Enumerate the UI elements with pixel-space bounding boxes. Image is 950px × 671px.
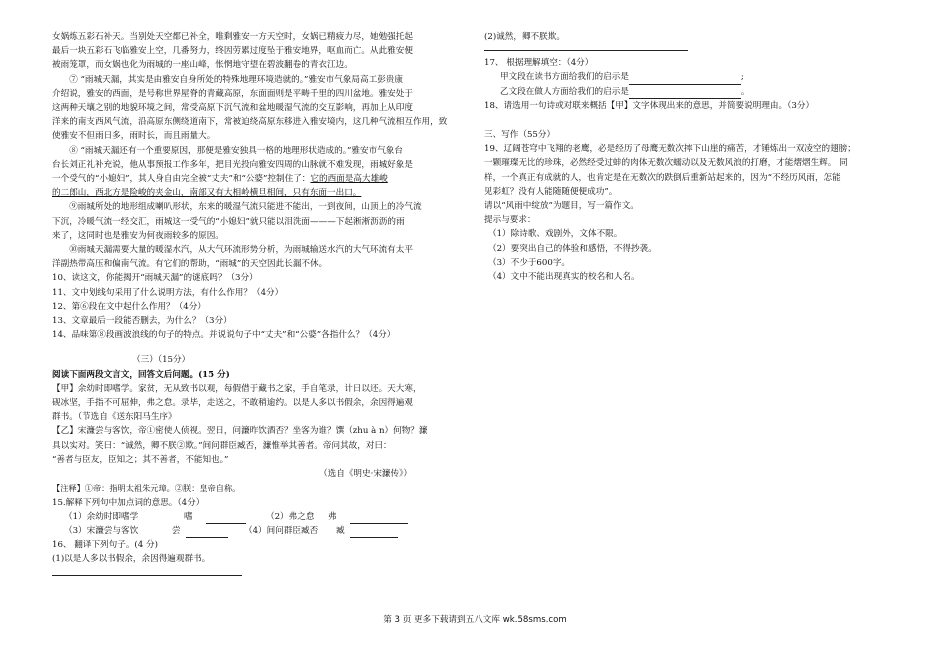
requirement-1: （1）除诗歌、戏剧外，文体不限。 — [488, 229, 623, 240]
passage-yi: 【乙】宋濂尝与客饮，帝①密使人侦视。翌日，问濂昨饮酒否？坐客为谁？馔（zhu à n）何物？濂 — [52, 426, 428, 437]
text-line: 使雅安不但雨日多，雨时长，而且雨量大。 — [52, 131, 216, 142]
text-line: 下沉，冷暖气流一经交汇，雨城这一受气的“小媳妇”就只能以泪洗面———下起淅淅沥沥的雨 — [52, 216, 405, 227]
left-column — [52, 30, 452, 576]
question-16: 16、 翻译下列句子。(4 分) — [52, 540, 158, 551]
text-line — [52, 172, 452, 186]
writing-section-heading: 三、写作（55分） — [484, 130, 556, 141]
question-16-item-2: (2)诚然，卿不朕欺。 — [484, 32, 565, 42]
question-16-item-1: (1)以是人多以书假余，余因得遍观群书。 — [52, 554, 211, 565]
text-line: 洋来的南支西风气流，沿高原东侧绕道南下，常被迫绕高原东移进入雅安境内，这几种气流相互作用，致 — [52, 117, 448, 128]
answer-blank[interactable] — [186, 526, 228, 538]
passage-yi: 具以实对。笑曰：“诚然，卿不朕②欺。”间问群臣臧否，濂惟举其善者。帝问其故，对曰： — [52, 440, 392, 451]
underlined-sentence: 的二郎山，西北方是险峻的夹金山，南部又有大相岭横旦相间，只有东面一出口。 — [52, 188, 362, 199]
question-14: 14、品味第⑧段画波浪线的句子的特点。并说说句子中“丈夫”和“公婆”各指什么？（4分） — [52, 330, 396, 341]
text-line: 被雨笼罩，而女娲也化为雨城的一座山峰，怅惘地守望在碧波翻卷的青衣江边。 — [52, 60, 353, 71]
question-15-row-1: （1）余幼时即嗜学 嗜 （2）弗之怠 弗 — [52, 510, 452, 524]
underlined-sentence: 它的西面是高大雄峻 — [310, 174, 388, 185]
requirements-heading: 提示与要求： — [484, 215, 536, 226]
question-11: 11、文中划线句采用了什么说明方法，有什么作用？（4分） — [52, 287, 284, 298]
question-18: 18、请选用一句诗或对联来概括【甲】文字体现出来的意思，并简要说明理由。（3分） — [484, 100, 815, 111]
answer-blank[interactable] — [629, 73, 741, 85]
answer-line[interactable] — [52, 575, 242, 576]
question-17: 17、 根据理解填空：（4分） — [484, 58, 594, 69]
text-line: 洋副热带高压和偏南气流。有它们的帮助，“雨城”的天空因此长漏不休。 — [52, 259, 328, 270]
text-line: 样，一个真正有成就的人，也肯定是在无数次的跌倒后重新站起来的，因为“不经历风雨，怎能 — [484, 172, 841, 183]
section-3-heading: （三）（15分） — [132, 355, 191, 366]
passage-jia: 【甲】余幼时即嗜学。家贫，无从致书以观，每假借于藏书之家，手自笔录，计日以还。天大寒， — [52, 383, 422, 394]
paragraph-8: ⑧ “雨城天漏还有一个重要原因，那便是雅安独具一格的地理形状造成的。”雅安市气象台 — [69, 145, 403, 156]
paragraph-7: ⑦ “雨城天漏，其实是由雅安自身所处的特殊地理环境造就的。”雅安市气象局高工彭贵康 — [69, 74, 403, 85]
text-line: 台长刘正礼补充说，他从事预报工作多年，把目光投向雅安四周的山脉就不难发现，雨城好象是 — [52, 159, 413, 170]
passage-yi: “善者与臣友，臣知之；其不善者，不能知也。” — [52, 454, 229, 465]
paragraph-9: ⑨雨城所处的地形组成喇叭形状，东来的暖湿气流只能进不能出，一到夜间，山顶上的冷气流 — [69, 202, 422, 213]
requirement-3: （3）不少于600字。 — [488, 257, 571, 268]
right-column — [484, 30, 884, 284]
text-line: 来了，这同时也是雅安为何夜雨较多的原因。 — [52, 230, 224, 241]
paragraph-10: ⑩雨城天漏需要大量的暖湿水汽，从大气环流形势分析，为雨城输送水汽的大气环流有太平 — [69, 245, 413, 256]
answer-blank[interactable] — [350, 512, 408, 524]
text-line: 介绍说，雅安的西面，是号称世界屋脊的青藏高原，东面面则是平畴千里的四川盆地。雅安处于 — [52, 88, 413, 99]
reading-instruction: 阅读下面两段文言文，回答文后问题。(15 分) — [52, 369, 230, 380]
answer-blank[interactable] — [206, 512, 246, 524]
text-line: 见彩虹？没有人能随随便便成功”。 — [484, 186, 618, 197]
essay-title-prompt: 请以“风雨中绽放”为题目，写一篇作文。 — [484, 201, 639, 212]
question-17-b: 乙文段在做人方面给我们的启示是 。 — [484, 85, 884, 99]
question-19: 19、辽阔苍穹中飞翔的老鹰，必是经历了母鹰无数次摔下山崖的痛苦，才锤炼出一双凌空的翅膀； — [484, 144, 856, 155]
answer-blank[interactable] — [350, 526, 398, 538]
text-segment: 一个受气的“小媳妇”，其人身自由完全被“丈夫”和“公婆”控制住了： — [52, 174, 311, 185]
requirement-4: （4）文中不能出现真实的校名和人名。 — [488, 272, 640, 283]
question-10: 10、读这文，你能揭开“雨城天漏”的谜底吗？（3分） — [52, 273, 258, 284]
notes: 【注释】①帝：指明太祖朱元璋。②朕：皇帝自称。 — [52, 483, 241, 494]
question-13: 13、文章最后一段能否删去，为什么？（3分） — [52, 316, 232, 327]
page-footer: 第 3 页 更多下载请到五八文库 wk.58sms.com — [383, 615, 567, 625]
text-line: 这两种天壤之别的地貌环境之间，常受高原下沉气流和盆地暖湿气流的交互影响，再加上从印度 — [52, 103, 413, 114]
passage-jia: 砚冰坚，手指不可屈伸，弗之怠。录毕，走送之，不敢稍逾约。以是人多以书假余，余因得遍观 — [52, 398, 413, 409]
text-line — [52, 186, 452, 200]
text-line: 一颗璀璨无比的珍珠，必然经受过蚌的肉体无数次蠕动以及无数风浪的打磨，才能熠熠生辉。 同 — [484, 158, 848, 169]
text-line: 最后一块五彩石飞临雅安上空，几番努力，终因劳累过度坠于雅安地界，呕血而亡。从此雅安便 — [52, 46, 413, 57]
passage-jia: 群书。（节选自《送东阳马生序》 — [52, 412, 177, 423]
question-15-row-2: （3）宋濂尝与客饮 尝 （4）间问群臣臧否 臧 — [52, 524, 452, 538]
question-12: 12、第⑥段在文中起什么作用？（4分） — [52, 301, 206, 312]
question-15: 15.解释下列句中加点词的意思。（4分） — [52, 497, 205, 508]
source-citation: （选自《明史·宋濂传》） — [319, 469, 412, 480]
text-line: 女娲炼五彩石补天。当别处天空都已补全，唯剩雅安一方天空时，女娲已精疲力尽，她勉强托起 — [52, 32, 413, 42]
question-17-a: 甲文段在读书方面给我们的启示是 ; — [484, 70, 884, 84]
requirement-2: （2）要突出自己的体验和感悟，不得抄袭。 — [488, 243, 657, 254]
answer-blank[interactable] — [629, 87, 741, 99]
